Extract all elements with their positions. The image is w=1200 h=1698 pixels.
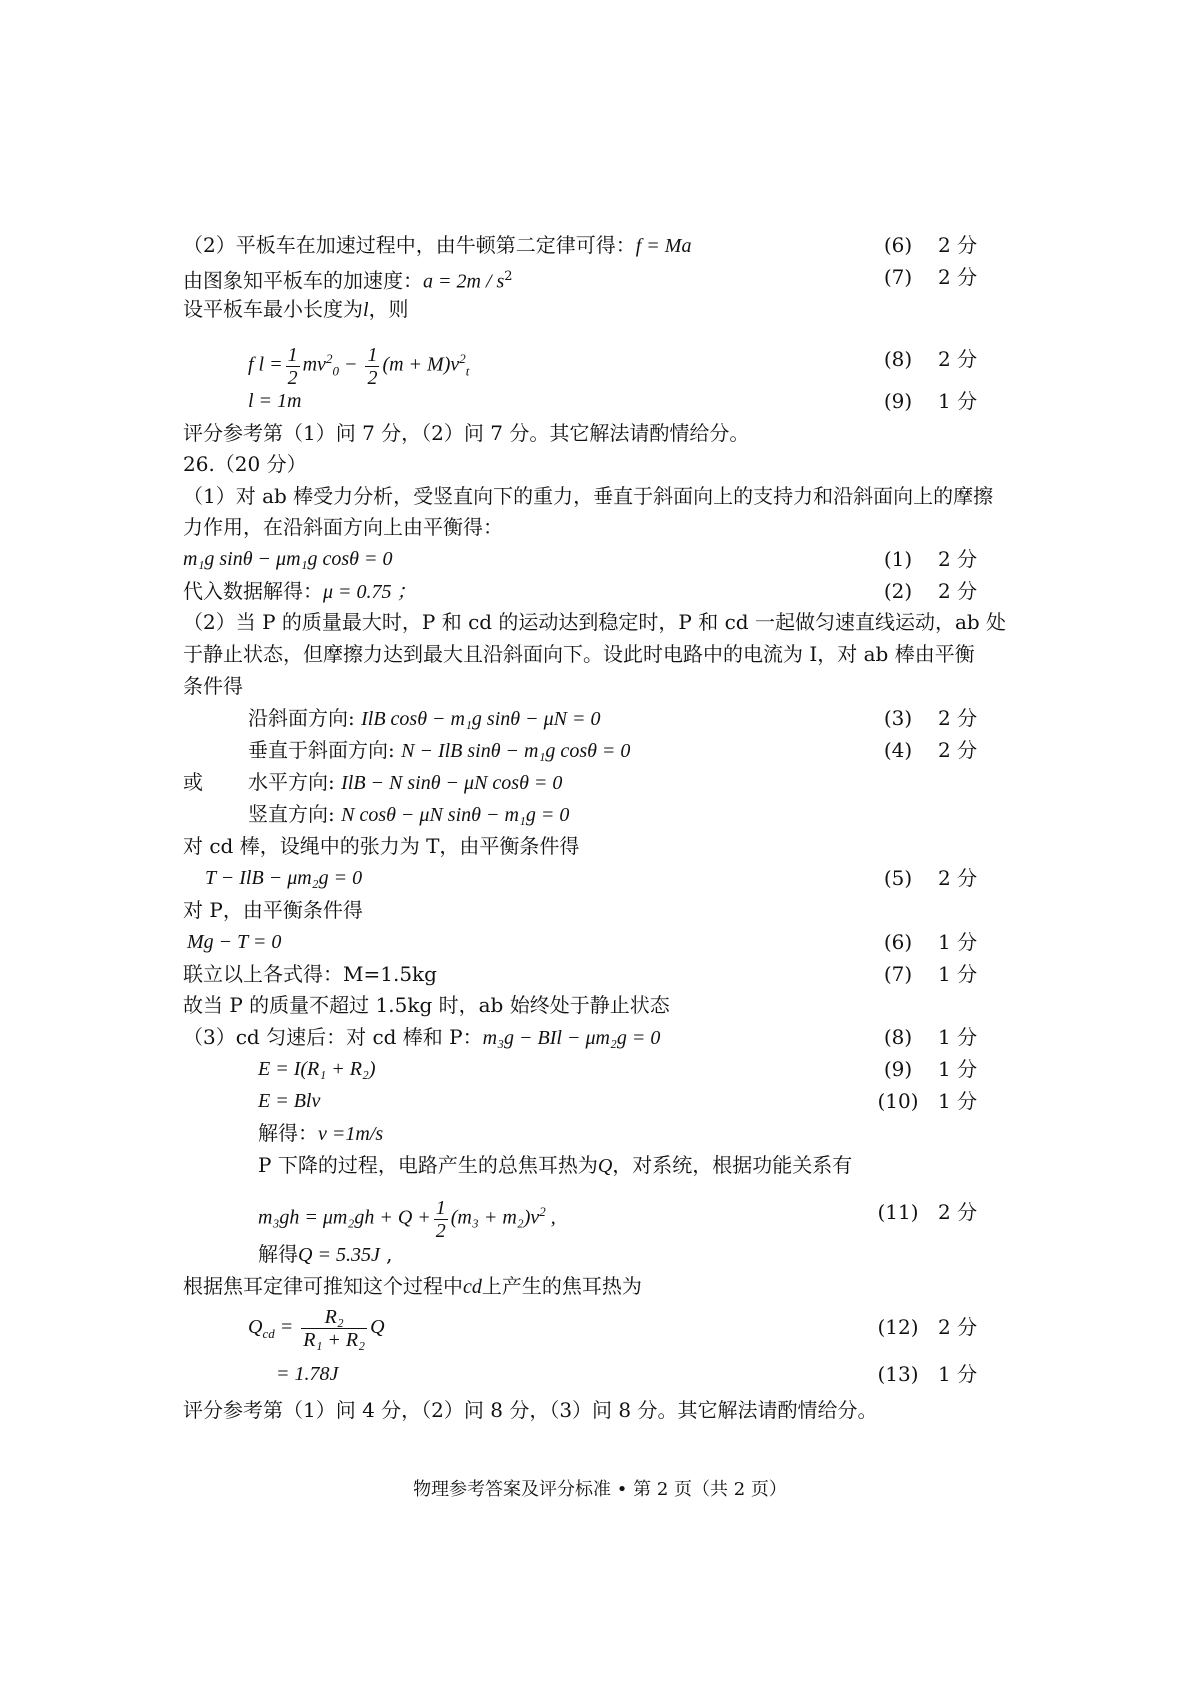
equation-length-result: l = 1m <box>248 390 302 412</box>
fraction-half: $\frac{1}{2}$ <box>287 343 298 389</box>
eq-number: (5) <box>883 866 913 890</box>
score: 2 分 <box>938 547 978 571</box>
score: 1 分 <box>938 962 978 986</box>
eq-number: (8) <box>883 347 913 371</box>
score: 1 分 <box>938 1025 978 1049</box>
part1-text: （1）对 ab 棒受力分析，受竖直向下的重力，垂直于斜面向上的支持力和沿斜面向上的摩擦 <box>183 484 994 508</box>
p-text: 对 P，由平衡条件得 <box>183 898 363 922</box>
solve-heat: 解得Q = 5.35J , <box>258 1242 393 1266</box>
eq-number: (7) <box>883 962 913 986</box>
equation-3-line: 沿斜面方向: IlB cosθ − m₁g sinθ − μN = 0 <box>248 706 601 730</box>
fraction-half: $\frac{1}{2}$ <box>435 1196 446 1242</box>
eq-number: (6) <box>883 930 913 954</box>
question-title: 26.（20 分） <box>183 452 307 476</box>
part1-text: 力作用，在沿斜面方向上由平衡得： <box>183 515 503 539</box>
score: 1 分 <box>938 1362 978 1386</box>
scoring-summary: 评分参考第（1）问 4 分，（2）问 8 分，（3）问 8 分。其它解法请酌情给分。 <box>183 1398 878 1422</box>
eq-number: (9) <box>883 389 913 413</box>
scoring-summary: 评分参考第（1）问 7 分，（2）问 7 分。其它解法请酌情给分。 <box>183 421 750 445</box>
equation-2: μ = 0.75 ； <box>323 581 417 603</box>
conclusion-text: 故当 P 的质量不超过 1.5kg 时，ab 始终处于静止状态 <box>183 993 670 1017</box>
fraction-half: $\frac{1}{2}$ <box>367 343 378 389</box>
eq-number: (3) <box>883 706 913 730</box>
or-label: 或 <box>183 770 203 794</box>
alt-equation-horizontal: 水平方向: IlB − N sinθ − μN cosθ = 0 <box>248 770 563 794</box>
score: 2 分 <box>938 866 978 890</box>
score: 2 分 <box>938 738 978 762</box>
alt-equation-vertical: 竖直方向: N cosθ − μN sinθ − m₁g = 0 <box>248 802 570 826</box>
score: 2 分 <box>938 579 978 603</box>
eq-number: (2) <box>883 579 913 603</box>
eq-number: (4) <box>883 738 913 762</box>
energy-text: P 下降的过程，电路产生的总焦耳热为Q，对系统，根据功能关系有 <box>258 1153 853 1177</box>
eq-number: (13) <box>877 1362 919 1386</box>
part3-line: （3）cd 匀速后：对 cd 棒和 P：m₃g − BIl − μm₂g = 0 <box>183 1025 661 1049</box>
eq-number: (10) <box>877 1089 919 1113</box>
line-acceleration: 由图象知平板车的加速度：$a = 2m / s^2$ <box>183 268 513 293</box>
page-footer: 物理参考答案及评分标准 • 第 2 页（共 2 页） <box>413 1479 787 1500</box>
line-min-length: 设平板车最小长度为l，则 <box>183 297 409 321</box>
score: 2 分 <box>938 706 978 730</box>
equation-5: T − IlB − μm₂g = 0 <box>205 867 363 889</box>
equation-2-line: 代入数据解得：μ = 0.75 ； <box>183 579 417 603</box>
equation-f-ma: f = Ma <box>635 235 692 257</box>
cd-rod-text: 对 cd 棒，设绳中的张力为 T，由平衡条件得 <box>183 834 580 858</box>
equation-13: = 1.78J <box>276 1363 339 1385</box>
score: 1 分 <box>938 1057 978 1081</box>
score: 2 分 <box>938 233 978 257</box>
eq-number: (7) <box>883 265 913 289</box>
part2-text: 条件得 <box>183 674 243 698</box>
eq-number: (11) <box>877 1200 919 1224</box>
line-newton-second-law: （2）平板车在加速过程中，由牛顿第二定律可得：f = Ma <box>183 233 692 257</box>
equation-7: 联立以上各式得：M=1.5kg <box>183 962 437 986</box>
eq-number: (12) <box>877 1315 919 1339</box>
equation-1: m₁g sinθ − μm₁g cosθ = 0 <box>183 548 393 570</box>
equation-4-line: 垂直于斜面方向: N − IlB sinθ − m₁g cosθ = 0 <box>248 738 631 762</box>
eq-number: (8) <box>883 1025 913 1049</box>
part2-text: （2）当 P 的质量最大时，P 和 cd 的运动达到稳定时，P 和 cd 一起做匀速直线运动，ab 处 <box>183 610 1007 634</box>
equation-12: $Q_{cd}$ = $\frac{\text{R₂}}{\text{R₁ + R₂}}$ Q <box>248 1305 385 1351</box>
part2-text: 于静止状态，但摩擦力达到最大且沿斜面向下。设此时电路中的电流为 I，对 ab 棒由平衡 <box>183 642 975 666</box>
equation-acceleration: a = 2m / s <box>423 270 505 293</box>
equation-3: IlB cosθ − m₁g sinθ − μN = 0 <box>361 708 601 730</box>
eq-number: (9) <box>883 1057 913 1081</box>
eq-number: (6) <box>883 233 913 257</box>
score: 2 分 <box>938 347 978 371</box>
equation-energy-length: f l = $\frac{1}{2}$ $mv^2_0$ − $\frac{1}{2}$ $(m + M)v^2_t$ <box>248 343 470 389</box>
score: 2 分 <box>938 265 978 289</box>
equation-8: m₃g − BIl − μm₂g = 0 <box>482 1027 661 1049</box>
equation-10: E = Blv <box>258 1090 321 1112</box>
score: 1 分 <box>938 389 978 413</box>
solve-velocity: 解得：v =1m/s <box>258 1121 384 1145</box>
equation-6: Mg − T = 0 <box>187 931 282 953</box>
equation-9: E = I(R₁ + R₂) <box>258 1058 376 1080</box>
eq-number: (1) <box>883 547 913 571</box>
equation-11: m₃gh = μm₂gh + Q + $\frac{1}{2}$ $(m_3 + m_2)v^2$ , <box>258 1196 556 1242</box>
fraction-resistance-ratio: $\frac{\text{R₂}}{\text{R₁ + R₂}}$ <box>303 1305 366 1351</box>
score: 2 分 <box>938 1200 978 1224</box>
score: 1 分 <box>938 930 978 954</box>
equation-4: N − IlB sinθ − m₁g cosθ = 0 <box>401 740 631 762</box>
joule-law-text: 根据焦耳定律可推知这个过程中cd上产生的焦耳热为 <box>183 1274 642 1298</box>
score: 2 分 <box>938 1315 978 1339</box>
score: 1 分 <box>938 1089 978 1113</box>
